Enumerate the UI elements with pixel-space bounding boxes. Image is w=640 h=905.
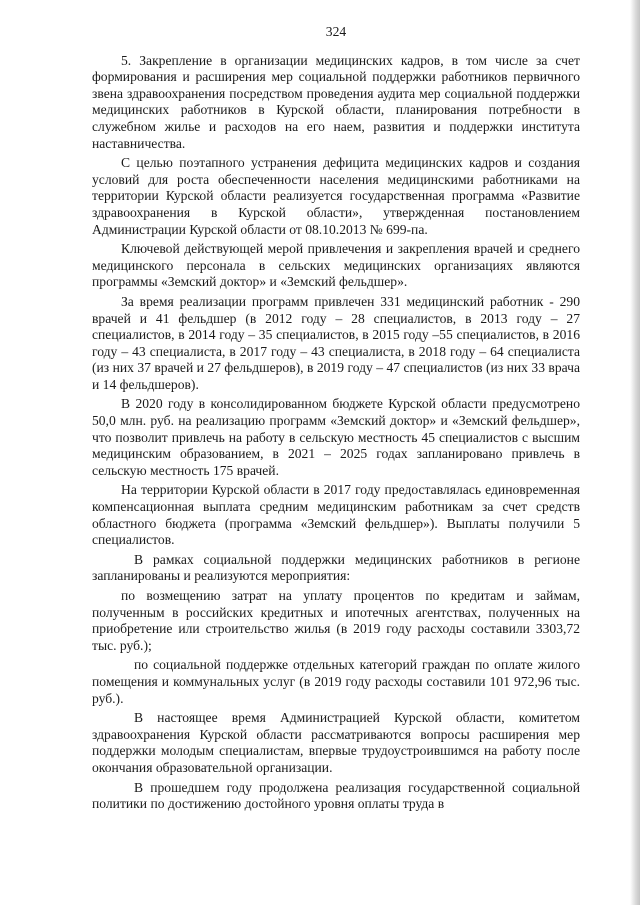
paragraph: по возмещению затрат на уплату процентов по кредитам и займам, полученным в российских кредитных и ипотечных агентствах, полученных на приобретение или строительство жилья (в 2019 году расходы составили 3303,72 тыс. руб.); xyxy=(92,588,580,653)
paragraph: На территории Курской области в 2017 году предоставлялась единовременная компенсационная выплата средним медицинским работникам за счет средств областного бюджета (программа «Земский фельдшер»). Выплаты получили 5 специалистов. xyxy=(92,482,580,548)
scan-edge-shadow xyxy=(630,0,640,905)
document-body xyxy=(92,53,580,813)
paragraph: За время реализации программ привлечен 331 медицинский работник - 290 врачей и 41 фельдшер (в 2012 году – 28 специалистов, в 2013 году – 27 специалистов, в 2014 году – 35 специалистов, в 2015 году –55 специалистов, в 2016 году – 43 специалиста, в 2017 году – 43 специалиста, в 2018 году – 64 специалиста (из них 37 врачей и 27 фельдшеров), в 2019 году – 47 специалистов (из них 33 врача и 14 фельдшеров). xyxy=(92,293,580,392)
paragraph: С целью поэтапного устранения дефицита медицинских кадров и создания условий для роста обеспеченности населения медицинскими работниками на территории Курской области реализуется государственная программа «Развитие здравоохранения в Курской области», утвержденная постановлением Администрации Курской области от 08.10.2013 № 699-па. xyxy=(92,155,580,237)
paragraph: В рамках социальной поддержки медицинских работников в регионе запланированы и реализуются мероприятия: xyxy=(92,551,580,584)
paragraph: В 2020 году в консолидированном бюджете Курской области предусмотрено 50,0 млн. руб. на реализацию программ «Земский доктор» и «Земский фельдшер», что позволит привлечь на работу в сельскую местность 45 специалистов с высшим медицинским образованием, в 2021 – 2025 годах запланировано привлечь в сельскую местность 175 врачей. xyxy=(92,396,580,478)
paragraph: В настоящее время Администрацией Курской области, комитетом здравоохранения Курской области рассматриваются вопросы расширения мер поддержки молодым специалистам, впервые трудоустроившимся на работу после окончания образовательной организации. xyxy=(92,710,580,775)
document-page xyxy=(92,24,580,816)
page-number: 324 xyxy=(325,24,347,39)
paragraph: В прошедшем году продолжена реализация государственной социальной политики по достижению достойного уровня оплаты труда в xyxy=(92,779,580,812)
paragraph: по социальной поддержке отдельных категорий граждан по оплате жилого помещения и коммунальных услуг (в 2019 году расходы составили 101 972,96 тыс. руб.). xyxy=(92,657,580,706)
paragraph: Ключевой действующей мерой привлечения и закрепления врачей и среднего медицинского персонала в сельских медицинских организациях являются программы «Земский доктор» и «Земский фельдшер». xyxy=(92,241,580,290)
paragraph: 5. Закрепление в организации медицинских кадров, в том числе за счет формирования и расширения мер социальной поддержки работников первичного звена здравоохранения посредством проведения аудита мер социальной поддержки медицинских работников в Курской области, планирования потребности в служебном жилье и расходов на его наем, развития и поддержки института наставничества. xyxy=(92,52,580,151)
